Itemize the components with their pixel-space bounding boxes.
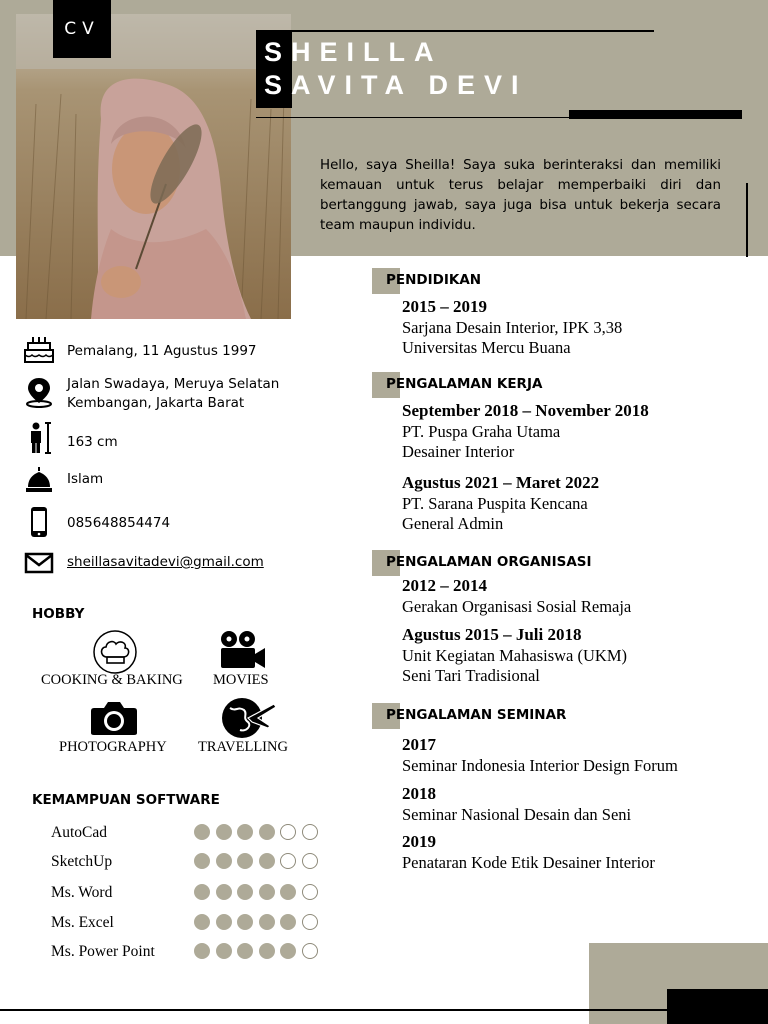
skill-level-dots [194,853,323,869]
work-role-2: General Admin [402,514,504,533]
skill-dot-filled [194,884,210,900]
skill-dot-filled [194,914,210,930]
intro-paragraph: Hello, saya Sheilla! Saya suka berinteraksi dan memiliki kemauan untuk terus belajar memperbaiki diri dan bertanggung jawab, saya juga bisa untuk bekerja secara team maupun individu. [320,158,721,233]
organization-title: PENGALAMAN ORGANISASI [386,554,592,570]
skill-dot-filled [237,824,253,840]
skill-dot-filled [237,914,253,930]
seminar-year-2: 2018 [402,784,436,803]
skill-dot-filled [259,943,275,959]
education-degree: Sarjana Desain Interior, IPK 3,38 [402,317,623,337]
skill-dot-empty [280,853,296,869]
education-title: PENDIDIKAN [386,272,482,288]
organization-entry-1 [402,576,631,617]
skill-dot-filled [280,943,296,959]
bottom-black-block [667,989,768,1024]
globe-plane-icon [218,696,278,744]
skill-dot-filled [259,853,275,869]
email-link[interactable] [67,553,264,571]
organization-detail-2: Seni Tari Tradisional [402,666,540,685]
movie-camera-icon [219,630,267,674]
height-info: 163 cm [67,434,118,450]
education-school: Universitas Mercu Buana [402,338,571,357]
skill-dot-empty [302,853,318,869]
mosque-icon [23,464,55,496]
hobby-title: HOBBY [32,606,85,622]
intro-side-rule [746,183,748,257]
work-entry-2 [402,473,599,535]
seminar-year-3: 2019 [402,832,436,851]
seminar-entry-2 [402,784,631,825]
name-accent-bar [569,110,742,119]
chef-hat-icon [92,630,138,678]
skill-dot-empty [302,914,318,930]
cv-label: CV [53,0,111,58]
skill-name: Ms. Excel [51,914,114,931]
skill-name: Ms. Power Point [51,943,155,960]
seminar-name-2: Seminar Nasional Desain dan Seni [402,804,632,824]
work-company-2: PT. Sarana Puspita Kencana [402,493,588,513]
profile-photo [16,14,291,319]
skill-dot-filled [216,914,232,930]
organization-name-2: Unit Kegiatan Mahasiswa (UKM) [402,645,627,665]
birth-info: Pemalang, 11 Agustus 1997 [67,343,257,359]
work-entry-1 [402,401,649,463]
skill-dot-filled [280,884,296,900]
camera-icon [90,700,138,740]
skill-level-dots [194,943,323,959]
organization-period-2: Agustus 2015 – Juli 2018 [402,625,582,644]
hobby-photography: PHOTOGRAPHY [59,739,167,755]
phone-info: 085648854474 [67,515,171,531]
skill-name: SketchUp [51,853,113,870]
work-period-2: Agustus 2021 – Maret 2022 [402,473,600,492]
skill-level-dots [194,914,323,930]
hobby-movies: MOVIES [213,672,269,688]
skill-dot-empty [302,884,318,900]
skill-dot-filled [194,943,210,959]
skill-dot-filled [216,853,232,869]
skill-dot-filled [259,884,275,900]
skill-name: AutoCad [51,824,107,841]
skill-dot-filled [237,853,253,869]
seminar-name-1: Seminar Indonesia Interior Design Forum [402,755,678,775]
seminar-title: PENGALAMAN SEMINAR [386,707,567,723]
education-entry [402,297,622,359]
skill-name: Ms. Word [51,884,113,901]
organization-entry-2 [402,625,627,687]
skill-dot-filled [194,853,210,869]
skill-level-dots [194,824,323,840]
seminar-entry-1 [402,735,678,776]
work-company-1: PT. Puspa Graha Utama [402,421,561,441]
organization-period-1: 2012 – 2014 [402,576,487,595]
skill-dot-filled [280,914,296,930]
skill-dot-filled [259,914,275,930]
birthday-cake-icon [23,333,55,365]
hobby-travelling: TRAVELLING [198,739,288,755]
skill-level-dots [194,884,323,900]
seminar-name-3: Penataran Kode Etik Desainer Interior [402,852,655,872]
skill-dot-filled [216,943,232,959]
work-title: PENGALAMAN KERJA [386,376,543,392]
location-pin-icon [23,376,55,408]
name-first: SHEILLA [264,37,443,67]
address-line-1: Jalan Swadaya, Meruya Selatan [67,376,280,392]
skill-dot-empty [302,943,318,959]
address-line-2: Kembangan, Jakarta Barat [67,395,245,411]
email-link-text[interactable]: sheillasavitadevi@gmail.com [67,554,264,570]
skill-dot-filled [216,884,232,900]
name-underline [256,117,576,118]
skill-dot-filled [259,824,275,840]
work-period-1: September 2018 – November 2018 [402,401,649,420]
hobby-cooking: COOKING & BAKING [41,672,183,688]
skill-dot-empty [280,824,296,840]
skill-dot-filled [216,824,232,840]
education-period: 2015 – 2019 [402,297,487,316]
envelope-icon [23,547,55,579]
work-role-1: Desainer Interior [402,442,515,461]
software-title: KEMAMPUAN SOFTWARE [32,792,220,808]
skill-dot-empty [302,824,318,840]
skill-dot-filled [237,884,253,900]
seminar-year-1: 2017 [402,735,436,754]
skill-dot-filled [194,824,210,840]
bottom-rule [0,1009,667,1011]
height-person-icon [23,422,55,454]
name-last: SAVITA DEVI [264,70,528,100]
skill-dot-filled [237,943,253,959]
organization-name-1: Gerakan Organisasi Sosial Remaja [402,596,632,616]
mobile-phone-icon [23,506,55,538]
religion-info: Islam [67,471,104,487]
seminar-entry-3 [402,832,655,873]
